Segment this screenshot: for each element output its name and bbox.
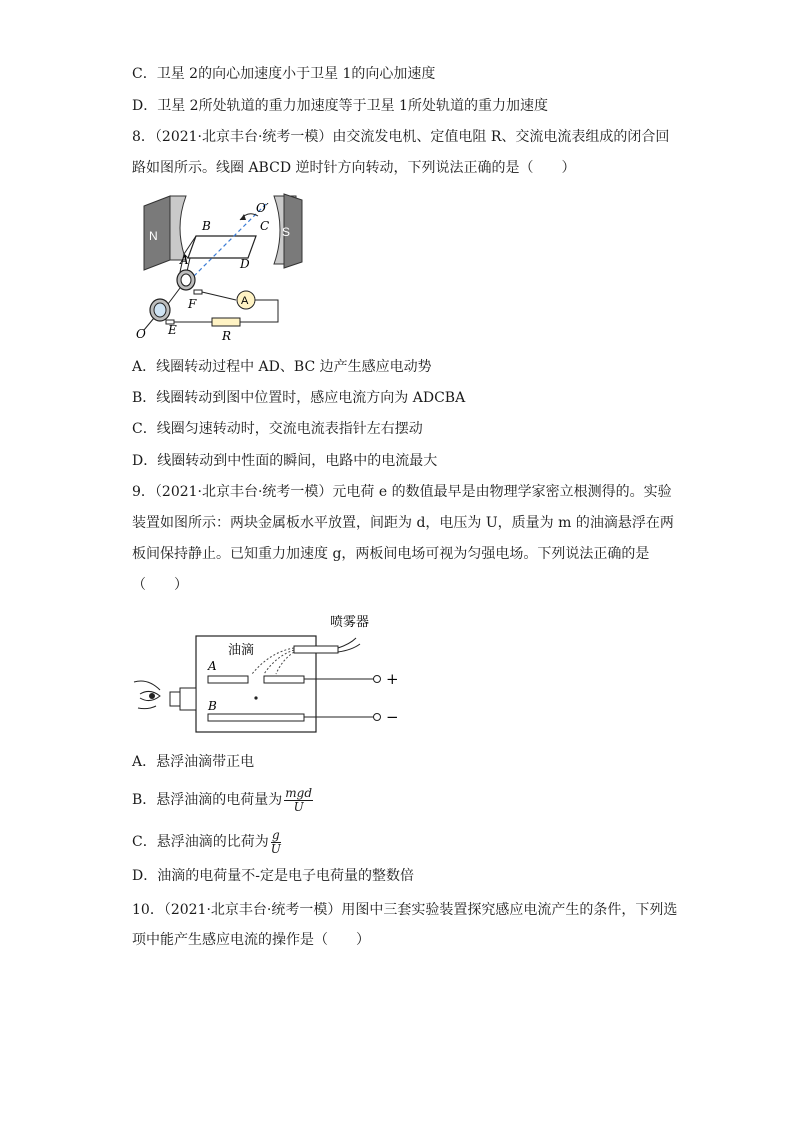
plate-a-label: A [208, 659, 217, 673]
q9-option-a: A．悬浮油滴带正电 [132, 754, 255, 770]
coil-label-c: C [260, 219, 270, 233]
ammeter-label: A [241, 295, 249, 307]
q8-option-a: A．线圈转动过程中 AD、BC 边产生感应电动势 [132, 359, 432, 375]
magnet-s-label: S [282, 225, 291, 239]
q9-option-c-text: C．悬浮油滴的比荷为 [132, 834, 269, 850]
q7-option-c: C．卫星 2的向心加速度小于卫星 1的向心加速度 [132, 66, 436, 82]
q9-option-c-row [132, 822, 281, 862]
brush-label-e: E [168, 323, 177, 337]
q9-stem-line3: 板间保持静止。已知重力加速度 g，两板间电场可视为匀强电场。下列说法正确的是 [132, 546, 650, 562]
resistor-label-r: R [222, 329, 232, 343]
sprayer-label: 喷雾器 [330, 615, 370, 630]
magnet-n-label: N [149, 229, 158, 243]
axis-label-o: O [136, 327, 146, 341]
terminal-plus: + [386, 670, 399, 688]
q9-option-b-numerator: mgd [285, 785, 313, 800]
q10-stem-line2: 项中能产生感应电流的操作是（ ） [132, 932, 370, 948]
ac-generator-figure [136, 192, 291, 343]
q9-option-d: D．油滴的电荷量不-定是电子电荷量的整数倍 [132, 868, 414, 884]
q9-option-c-fraction [271, 829, 281, 856]
q10-stem-line1: 10．（2021·北京丰台·统考一模）用图中三套实验装置探究感应电流产生的条件，下列选 [132, 902, 678, 918]
plate-b-label: B [208, 699, 217, 713]
q9-stem-line4: （ ） [132, 577, 188, 593]
q8-option-d: D．线圈转动到中性面的瞬间，电路中的电流最大 [132, 453, 438, 469]
coil-label-a: A [180, 253, 189, 267]
q9-option-b-denominator: U [293, 799, 304, 814]
q9-option-b-text: B．悬浮油滴的电荷量为 [132, 792, 283, 808]
q9-stem-line1: 9．（2021·北京丰台·统考一模）元电荷 e 的数值最早是由物理学家密立根测得的。实验 [132, 484, 672, 500]
q8-stem-line2: 路如图所示。线圈 ABCD 逆时针方向转动，下列说法正确的是（ ） [132, 160, 576, 176]
q7-option-d: D．卫星 2所处轨道的重力加速度等于卫星 1所处轨道的重力加速度 [132, 98, 548, 114]
q9-option-b-fraction [284, 787, 313, 814]
q9-option-c-denominator: U [270, 841, 281, 856]
coil-label-b: B [202, 219, 211, 233]
q8-option-c: C．线圈匀速转动时，交流电流表指针左右摆动 [132, 421, 423, 437]
oil-drop-label: 油滴 [228, 643, 255, 658]
terminal-minus: − [386, 708, 399, 726]
q9-stem-line2: 装置如图所示：两块金属板水平放置，间距为 d，电压为 U，质量为 m 的油滴悬浮在两 [132, 515, 674, 531]
brush-label-f: F [188, 297, 197, 311]
coil-label-d: D [240, 257, 250, 271]
q8-stem-line1: 8．（2021·北京丰台·统考一模）由交流发电机、定值电阻 R、交流电流表组成的闭合回 [132, 129, 670, 145]
q9-option-c-numerator: g [271, 827, 280, 842]
q9-option-b-row [132, 780, 313, 820]
oil-drop-figure [130, 610, 410, 740]
q8-option-b: B．线圈转动到图中位置时，感应电流方向为 ADCBA [132, 390, 466, 406]
coil-label-o-prime: O′ [256, 201, 269, 215]
